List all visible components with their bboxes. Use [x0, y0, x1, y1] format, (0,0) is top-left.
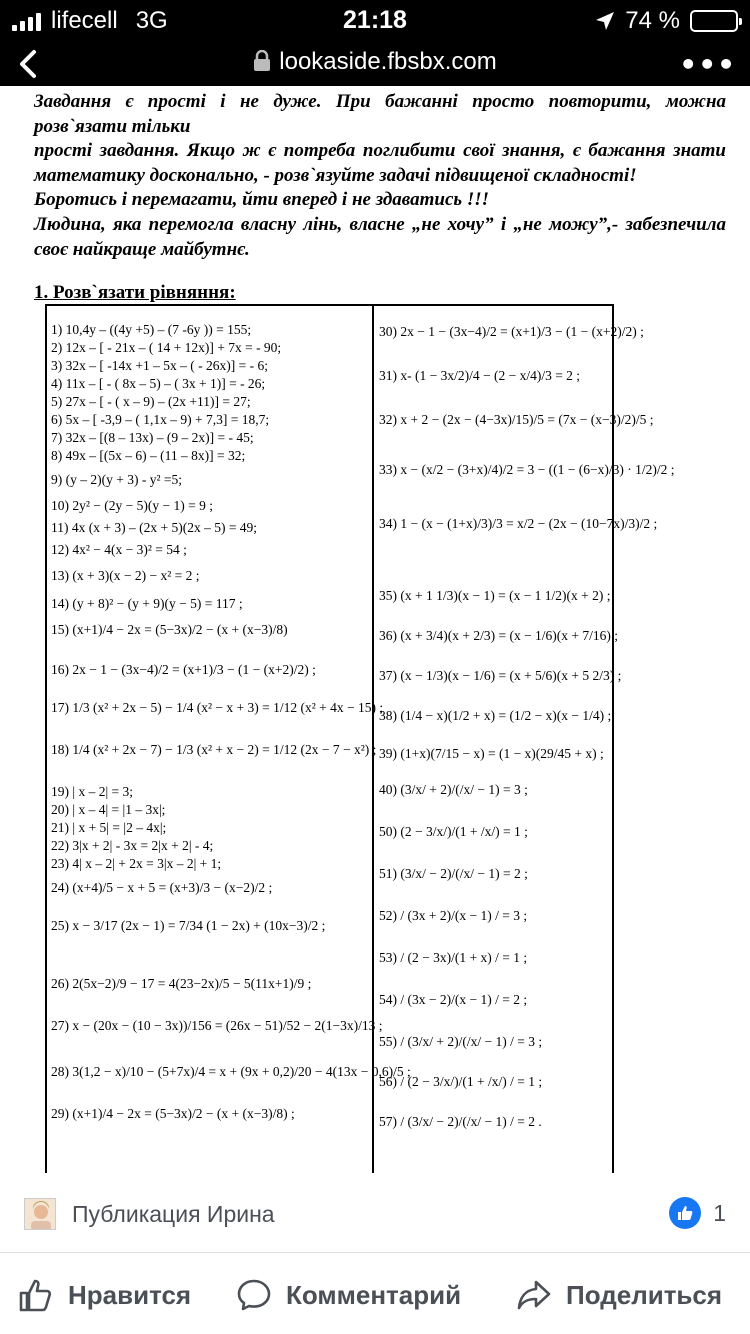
lock-icon [253, 50, 271, 72]
like-button[interactable] [18, 1277, 191, 1313]
equation-right-5: 34) 1 − (x − (1+x)/3)/3 = x/2 − (2x − (10−7x)/3)/2 ; [379, 516, 658, 531]
share-button[interactable] [516, 1277, 722, 1313]
equation-right-7: 36) (x + 3/4)(x + 2/3) = (x − 1/6)(x + 7/16) ; [379, 628, 619, 643]
avatar-icon [25, 1199, 56, 1230]
comment-icon [236, 1277, 272, 1313]
equation-right-4: 33) x − (x/2 − (3+x)/4)/2 = 3 − ((1 − (6−x)/3) · 1/2)/2 ; [379, 462, 675, 477]
equation-left-26: 26) 2(5x−2)/9 − 17 = 4(23−2x)/5 − 5(11x+1)/9 ; [51, 976, 312, 991]
equation-left-4: 4) 11x – [ - ( 8x – 5) – ( 3x + 1)] = - 26; [51, 376, 266, 391]
table-divider [372, 306, 374, 1173]
network-type: 3G [135, 7, 168, 34]
intro-line-1: Завдання є прості і не дуже. При бажанні просто повторити, можна розв`язати тільки [34, 91, 726, 137]
section-title: 1. Розв`язати рівняння: [34, 282, 236, 303]
equation-left-2: 2) 12x – [ - 21x – ( 14 + 12x)] + 7x = - 90; [51, 340, 282, 355]
equation-right-6: 35) (x + 1 1/3)(x − 1) = (x − 1 1/2)(x + 2) ; [379, 588, 611, 603]
carrier-name: lifecell [51, 7, 118, 34]
like-count: 1 [713, 1199, 726, 1226]
equation-right-8: 37) (x − 1/3)(x − 1/6) = (x + 5/6)(x + 5 2/3) ; [379, 668, 622, 683]
equation-left-7: 7) 32x – [(8 – 13x) – (9 – 2x)] = - 45; [51, 430, 254, 445]
equation-right-15: 53) / (2 − 3x)/(1 + x) / = 1 ; [379, 950, 528, 965]
action-bar [0, 1253, 750, 1334]
post-footer [0, 1173, 750, 1334]
equation-right-11: 40) (3/x/ + 2)/(/x/ − 1) = 3 ; [379, 782, 528, 797]
status-right [595, 7, 738, 35]
equation-left-29: 29) (x+1)/4 − 2x = (5−3x)/2 − (x + (x−3)/8) ; [51, 1106, 295, 1121]
intro-text [34, 90, 726, 262]
equation-left-15: 15) (x+1)/4 − 2x = (5−3x)/2 − (x + (x−3)/8) [51, 622, 288, 637]
equation-left-20: 20) | x – 4| = |1 – 3x|; [51, 802, 166, 817]
equation-left-21: 21) | x + 5| = |2 – 4x|; [51, 820, 167, 835]
battery-percent: 74 % [625, 7, 680, 34]
equation-right-19: 57) / (3/x/ − 2)/(/x/ − 1) / = 2 . [379, 1114, 542, 1129]
equation-left-18: 18) 1/4 (x² + 2x − 7) − 1/3 (x² + x − 2) = 1/12 (2x − 7 − x²) ; [51, 742, 377, 757]
location-arrow-icon [595, 11, 615, 31]
thumbs-up-icon [18, 1277, 54, 1313]
more-button[interactable]: ••• [679, 48, 736, 81]
equation-left-13: 13) (x + 3)(x − 2) − x² = 2 ; [51, 568, 200, 583]
equation-right-13: 51) (3/x/ − 2)/(/x/ − 1) = 2 ; [379, 866, 528, 881]
equation-right-1: 30) 2x − 1 − (3x−4)/2 = (x+1)/3 − (1 − (x+2)/2) ; [379, 324, 644, 339]
clock: 21:18 [343, 6, 407, 34]
like-label: Нравится [68, 1279, 192, 1310]
like-badge-icon [669, 1197, 701, 1229]
equation-left-6: 6) 5x – [ -3,9 – ( 1,1x – 9) + 7,3] = 18,7; [51, 412, 270, 427]
post-info-row [0, 1173, 750, 1253]
url-text: lookaside.fbsbx.com [279, 48, 497, 75]
equation-left-25: 25) x − 3/17 (2x − 1) = 7/34 (1 − 2x) + (10x−3)/2 ; [51, 918, 326, 933]
equation-left-22: 22) 3|x + 2| - 3x = 2|x + 2| - 4; [51, 838, 214, 853]
equation-left-11: 11) 4x (x + 3) – (2x + 5)(2x – 5) = 49; [51, 520, 258, 535]
equation-left-10: 10) 2y² − (2y − 5)(y − 1) = 9 ; [51, 498, 213, 513]
equation-left-3: 3) 32x – [ -14x +1 – 5x – ( - 26x)] = - 6; [51, 358, 268, 373]
like-summary[interactable] [669, 1197, 726, 1229]
share-label: Поделиться [566, 1279, 723, 1310]
equation-left-9: 9) (y – 2)(y + 3) - y² =5; [51, 472, 182, 487]
comment-label: Комментарий [286, 1279, 462, 1310]
intro-line-4: Людина, яка перемогла власну лінь, власне „не хочу” і „не можу”,- забезпечила своє найкраще майбутнє. [34, 213, 726, 260]
equation-right-14: 52) / (3x + 2)/(x − 1) / = 3 ; [379, 908, 528, 923]
equation-left-23: 23) 4| x – 2| + 2x = 3|x – 2| + 1; [51, 856, 222, 871]
equation-left-17: 17) 1/3 (x² + 2x − 5) − 1/4 (x² − x + 3) = 1/12 (x² + 4x − 15) ; [51, 700, 384, 715]
equation-left-14: 14) (y + 8)² − (y + 9)(y − 5) = 117 ; [51, 596, 243, 611]
comment-button[interactable] [236, 1277, 461, 1313]
equation-left-19: 19) | x – 2| = 3; [51, 784, 134, 799]
equation-left-8: 8) 49x – [(5x – 6) – (11 – 8x)] = 32; [51, 448, 246, 463]
equation-right-10: 39) (1+x)(7/15 − x) = (1 − x)(29/45 + x) ; [379, 746, 604, 761]
equation-left-1: 1) 10,4y – ((4y +5) – (7 -6y )) = 155; [51, 322, 252, 337]
equation-right-18: 56) / (2 − 3/x/)/(1 + /x/) / = 1 ; [379, 1074, 543, 1089]
status-bar [0, 0, 750, 40]
equation-right-2: 31) x- (1 − 3x/2)/4 − (2 − x/4)/3 = 2 ; [379, 368, 581, 383]
intro-line-2: прості завдання. Якщо ж є потреба поглибити свої знання, є бажання знати математику досконально, - розв`язуйте задачі підвищеної складності! [34, 140, 726, 186]
post-title[interactable]: Публикация Ирина [72, 1201, 275, 1227]
equation-right-16: 54) / (3x − 2)/(x − 1) / = 2 ; [379, 992, 528, 1007]
intro-line-3: Боротись і перемагати, йти вперед і не здаватись !!! [34, 189, 490, 211]
equation-left-5: 5) 27x – [ - ( x – 9) – (2x +11)] = 27; [51, 394, 251, 409]
equation-right-3: 32) x + 2 − (2x − (4−3x)/15)/5 = (7x − (x−3)/2)/5 ; [379, 412, 654, 427]
avatar[interactable] [24, 1198, 56, 1230]
document-view[interactable] [0, 86, 750, 1173]
equation-left-12: 12) 4x² − 4(x − 3)² = 54 ; [51, 542, 187, 557]
equation-right-12: 50) (2 − 3/x/)/(1 + /x/) = 1 ; [379, 824, 528, 839]
url-bar[interactable] [0, 48, 750, 76]
equation-left-16: 16) 2x − 1 − (3x−4)/2 = (x+1)/3 − (1 − (x+2)/2) ; [51, 662, 316, 677]
share-icon [516, 1277, 552, 1313]
browser-bar [0, 40, 750, 86]
equation-left-28: 28) 3(1,2 − x)/10 − (5+7x)/4 = x + (9x + 0,2)/20 − 4(13x − 0,6)/5 ; [51, 1064, 411, 1079]
equation-left-27: 27) x − (20x − (10 − 3x))/156 = (26x − 51)/52 − 2(1−3x)/13 ; [51, 1018, 383, 1033]
equations-table [45, 304, 675, 1173]
equation-right-17: 55) / (3/x/ + 2)/(/x/ − 1) / = 3 ; [379, 1034, 543, 1049]
equation-right-9: 38) (1/4 − x)(1/2 + x) = (1/2 − x)(x − 1/4) ; [379, 708, 612, 723]
equation-left-24: 24) (x+4)/5 − x + 5 = (x+3)/3 − (x−2)/2 ; [51, 880, 273, 895]
battery-icon [690, 10, 738, 32]
